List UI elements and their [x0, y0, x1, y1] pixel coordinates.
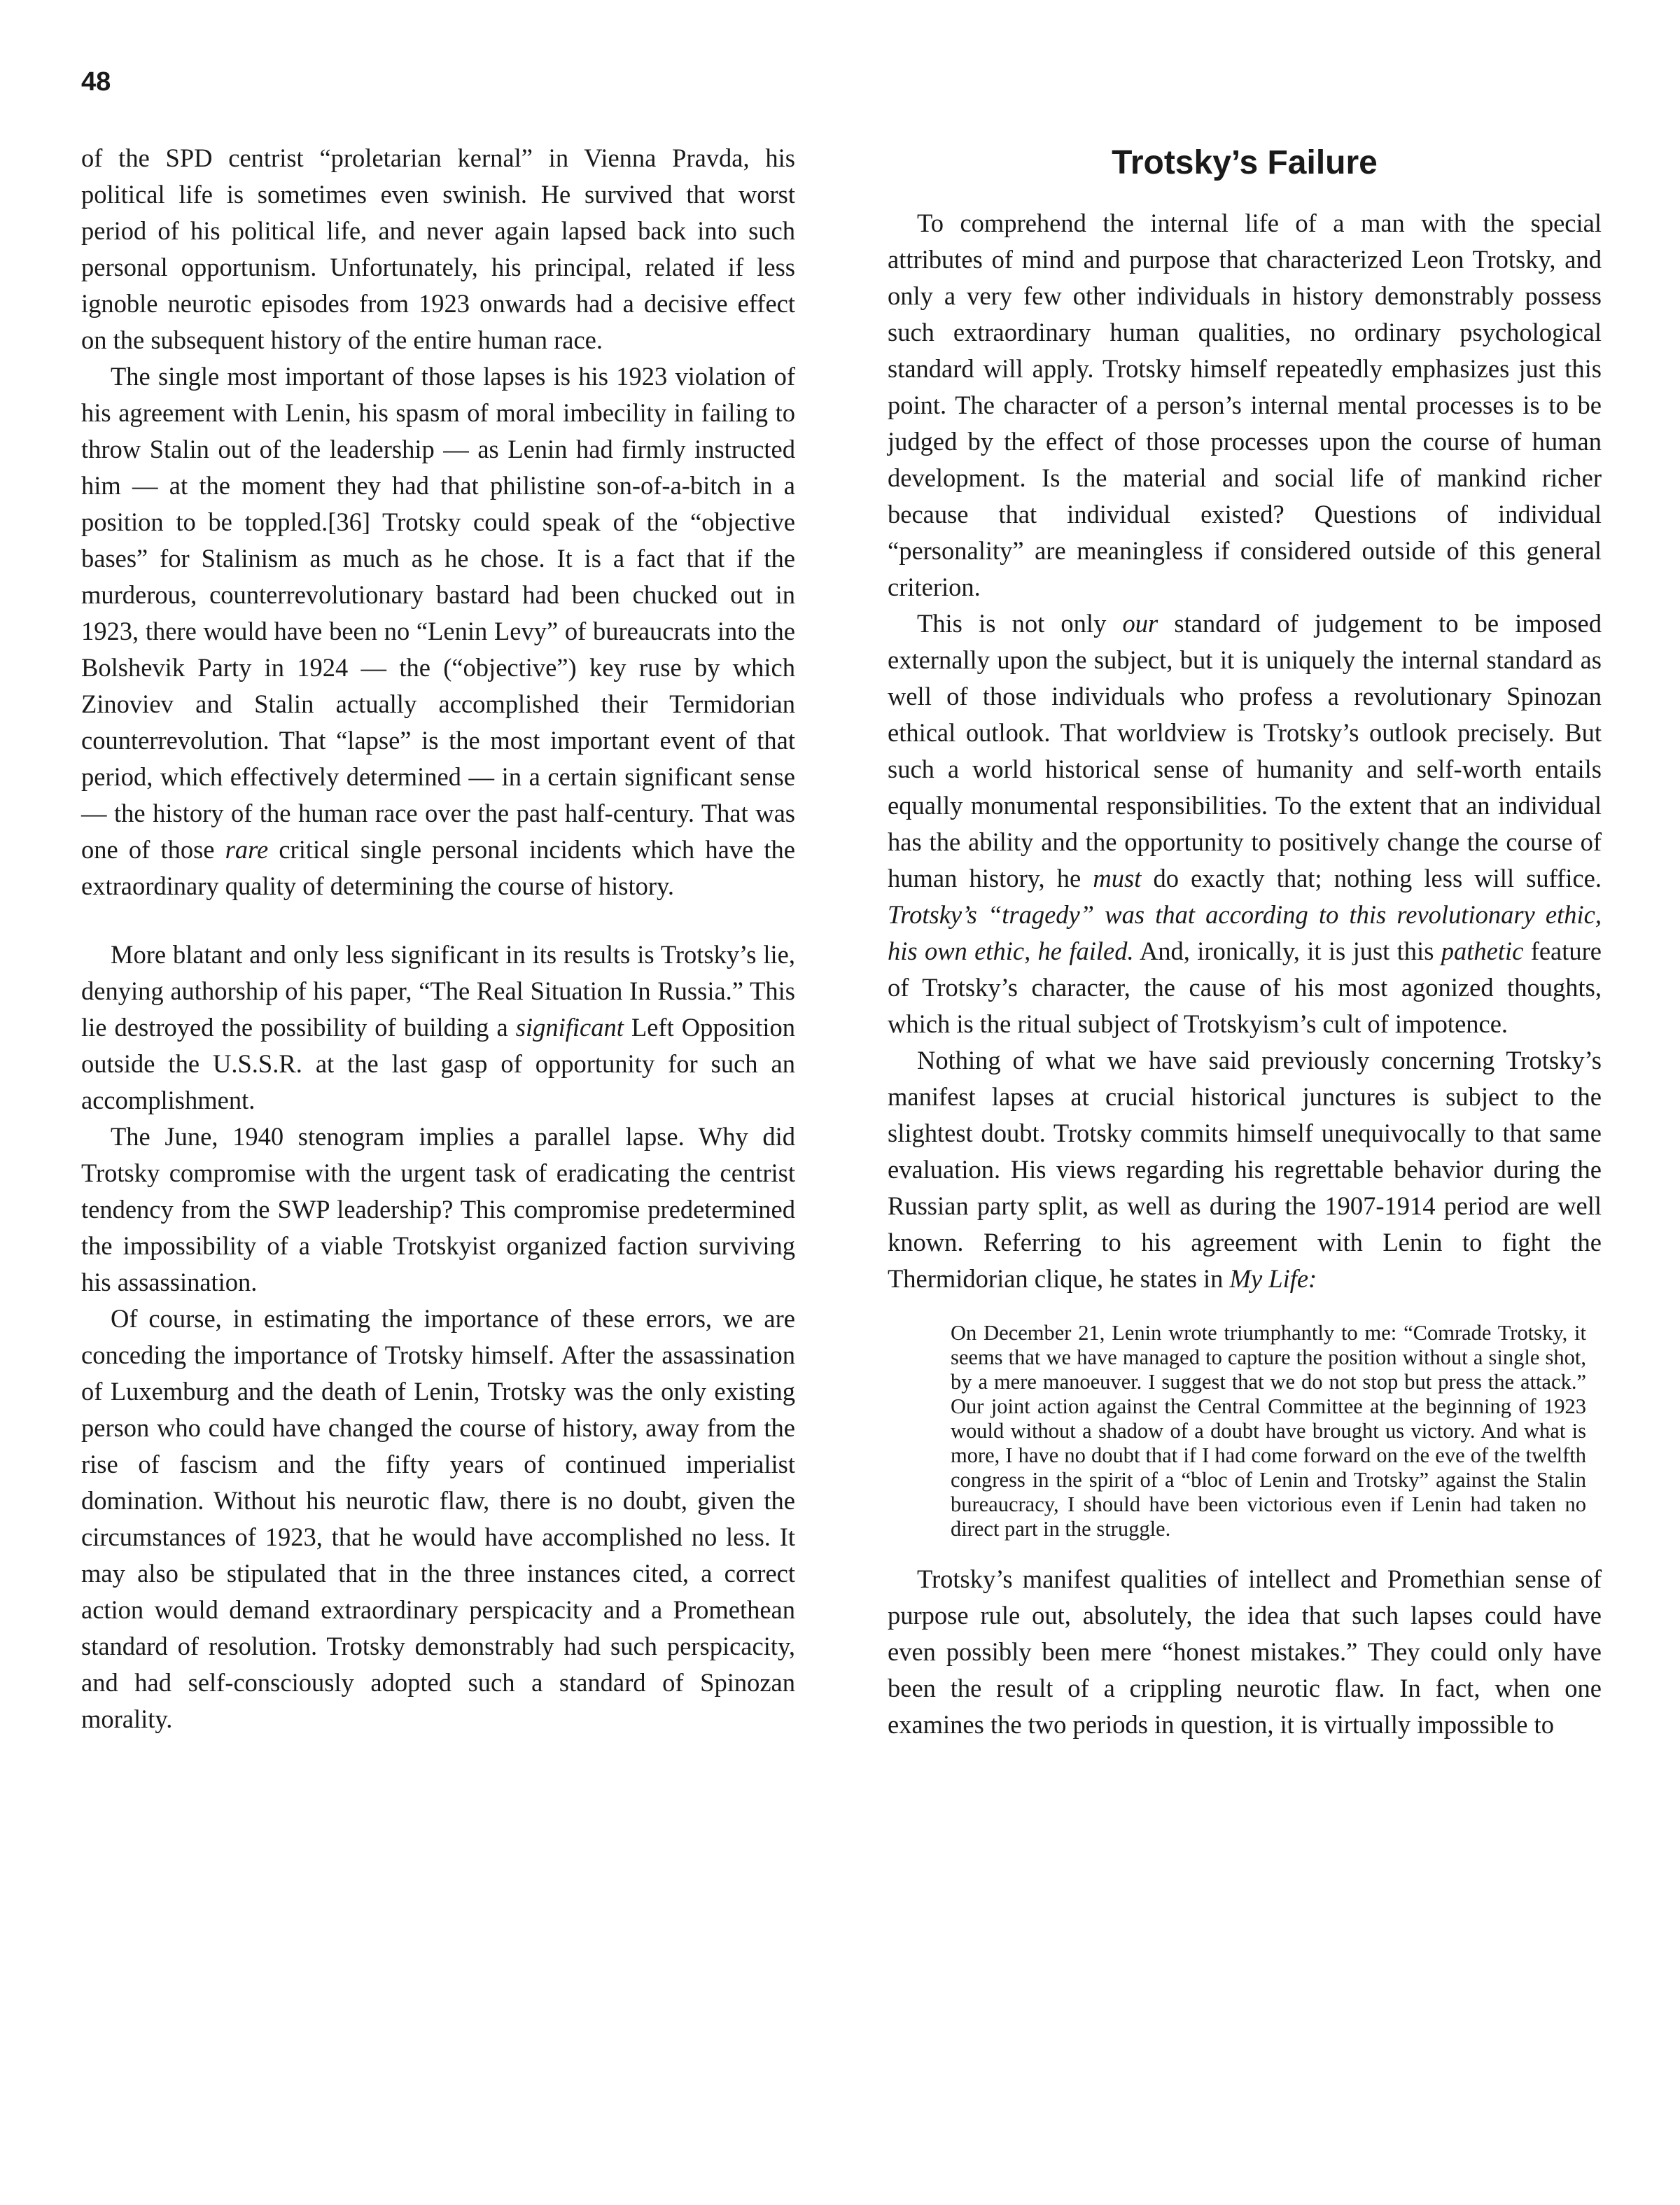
emphasis-text: pathetic [1441, 937, 1524, 965]
book-title: My Life: [1229, 1264, 1317, 1293]
paragraph-text: Left Opposition outside the U.S.S.R. at the last gasp of opportunity for such an accomplishment. [81, 1013, 795, 1114]
paragraph-importance: Of course, in estimating the importance of these errors, we are conceding the importance of Trotsky himself. After the assassination of Luxemburg and the death of Lenin, Trotsky was the only existing person who could have changed the course of history, away from the rise of fascism and the fifty years of continued imperialist domination. Without his neurotic flaw, there is no doubt, given the circumstances of 1923, that he would have accomplished no less. It may also be stipulated that in the three instances cited, a correct action would demand extraordinary perspicacity and a Promethean standard of resolution. Trotsky demonstrably had such perspicacity, and had self-consciously adopted such a standard of Spinozan morality. [81, 1304, 795, 1733]
paragraph-text: Nothing of what we have said previously concerning Trotsky’s manifest lapses at crucial historical junctures is subject to the slightest doubt. Trotsky commits himself unequivocally to that same evaluation. His views regarding his regrettable behavior during the Russian party split, as well as during the 1907-1914 period are well known. Referring to his agreement with Lenin to fight the Thermidorian clique, he states in [888, 1046, 1602, 1293]
paragraph-qualities: Trotsky’s manifest qualities of intellect and Promethian sense of purpose rule out, absolutely, the idea that such lapses could have even possibly been mere “honest mistakes.” They could only have been the result of a crippling neurotic flaw. In fact, when one examines the two periods in question, it is virtually impossible to [888, 1564, 1602, 1739]
paragraph-comprehend: To comprehend the internal life of a man with the special attributes of mind and purpose that characterized Leon Trotsky, and only a very few other individuals in history demonstrably possess such extraordinary human qualities, no ordinary psychological standard will apply. Trotsky himself repeatedly emphasizes just this point. The character of a person’s internal mental processes is to be judged by the effect of those processes upon the course of human development. Is the material and social life of mankind richer because that individual existed? Questions of individual “personality” are meaningless if considered outside of this general criterion. [888, 209, 1602, 601]
emphasis-text: rare [225, 835, 269, 864]
block-quote [951, 1321, 1586, 1541]
paragraph-text: feature of Trotsky’s character, the cause of his most agonized thoughts, which is the ritual subject of Trotskyism’s cult of impotence. [888, 937, 1602, 1038]
section-heading: Trotsky’s Failure [1112, 144, 1378, 181]
paragraph-continuation: of the SPD centrist “proletarian kernal” in Vienna Pravda, his political life is sometimes even swinish. He survived that worst period of his political life, and never again lapsed back into such personal opportunism. Unfortunately, his principal, related if less ignoble neurotic episodes from 1923 onwards had a decisive effect on the subsequent history of the entire human race. [81, 144, 795, 354]
paragraph-nothing [888, 1042, 1602, 1297]
emphasis-text: significant [515, 1013, 624, 1042]
page-number: 48 [81, 67, 111, 97]
paragraph-text: The single most important of those lapses is his 1923 violation of his agreement with Lenin, his spasm of moral imbecility in failing to throw Stalin out of the leadership — as Lenin had firmly instructed him — at the moment they had that philistine son-of-a-bitch in a position to be toppled.[36] Trotsky could speak of the “objective bases” for Stalinism as much as he chose. It is a fact that if the murderous, counterrevolutionary bastard had been chucked out in 1923, there would have been no “Lenin Levy” of bureaucrats into the Bolshevik Party in 1924 — the (“objective”) key ruse by which Zinoviev and Stalin actually accomplished their Termidorian counterrevolution. That “lapse” is the most important event of that period, which effectively determined — in a certain significant sense — the history of the human race over the past half-century. That was one of those [81, 362, 795, 864]
quote-text: On December 21, Lenin wrote triumphantly to me: “Comrade Trotsky, it seems that we have managed to capture the position without a single shot, by a mere manoeuver. I suggest that we do not stop but press the attack.” Our joint action against the Central Committee at the beginning of 1923 would without a shadow of a doubt have brought us victory. And what is more, I have no doubt that if I had come forward on the eve of the twelfth congress in the spirit of a “bloc of Lenin and Trotsky” against the Stalin bureaucracy, I should have been victorious even if Lenin had taken no direct part in the struggle. [951, 1321, 1586, 1541]
paragraph-stenogram: The June, 1940 stenogram implies a parallel lapse. Why did Trotsky compromise with the urgent task of eradicating the centrist tendency from the SWP leadership? This compromise predetermined the impossibility of a viable Trotskyist organized faction surviving his assassination. [81, 1122, 795, 1296]
paragraph-lapses [81, 358, 795, 904]
paragraph-text: More blatant and only less significant in its results is Trotsky’s lie, denying authorship of his paper, “The Real Situation In Russia.” This lie destroyed the possibility of building a [81, 940, 795, 1042]
paragraph-text: critical single personal incidents which have the extraordinary quality of determining the course of history. [81, 835, 795, 900]
paragraph-standard [888, 606, 1602, 1042]
paragraph-text: do exactly that; nothing less will suffice. [1141, 864, 1602, 892]
emphasis-text: Trotsky’s “tragedy” was that according to this revolutionary ethic, his own ethic, he failed. [888, 900, 1602, 965]
paragraph-lie [81, 937, 795, 1119]
left-column [81, 140, 795, 1737]
paragraph-text: And, ironically, it is just this [1133, 937, 1441, 965]
emphasis-text: our [1122, 609, 1158, 638]
paragraph-text: standard of judgement to be imposed externally upon the subject, but it is uniquely the internal standard as well of those individuals who profess a revolutionary Spinozan ethical outlook. That worldview is Trotsky’s outlook precisely. But such a world historical sense of humanity and self-worth entails equally monumental responsibilities. To the extent that an individual has the ability and the opportunity to positively change the course of human history, he [888, 609, 1602, 892]
emphasis-text: must [1093, 864, 1142, 892]
right-column [888, 144, 1602, 1743]
paragraph-text: This is not only [917, 609, 1123, 638]
